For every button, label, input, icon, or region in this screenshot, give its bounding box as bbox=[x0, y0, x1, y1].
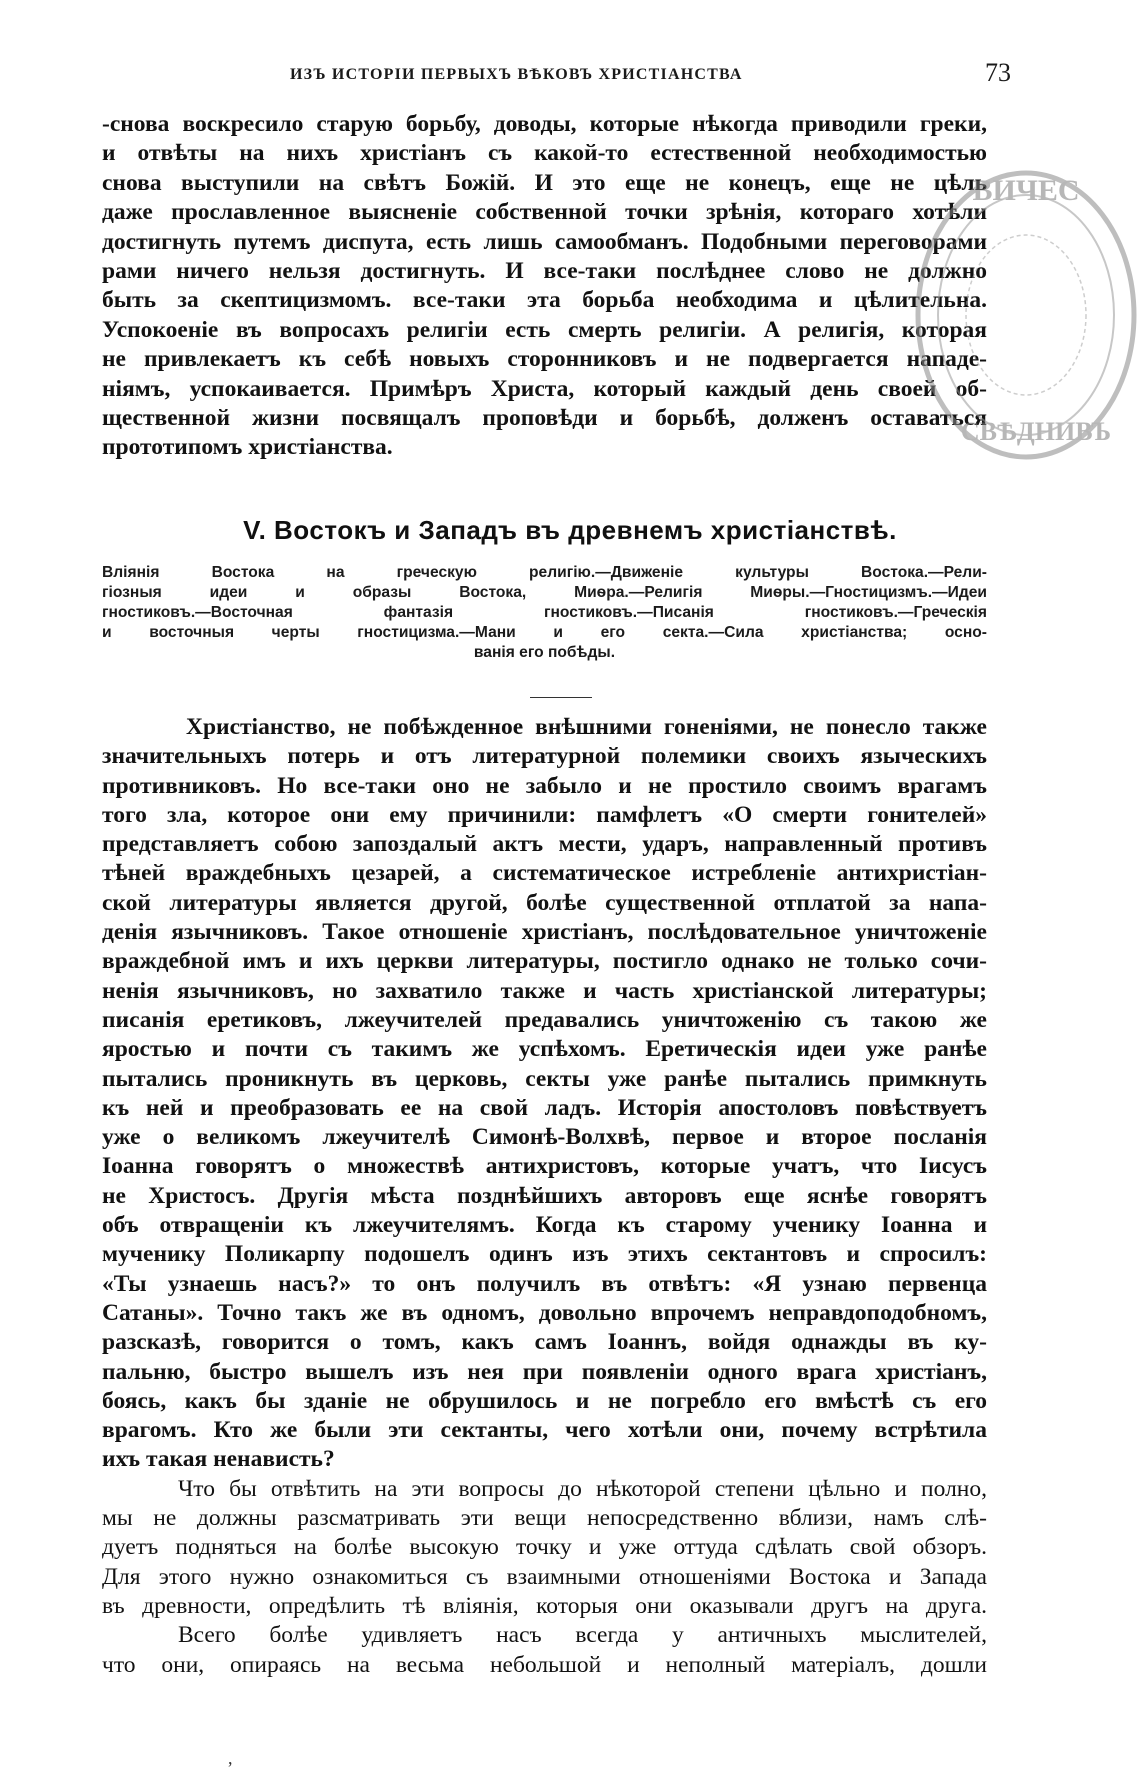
text-line: того зла, которое они ему причинили: памфлетъ «О смерти гонителей» bbox=[102, 801, 987, 828]
text-line: Христіанство, не побѣжденное внѣшними гоненіями, не понесло также bbox=[186, 714, 987, 740]
text-line: быть за скептицизмомъ. все-таки эта борьба необходима и цѣлительна. bbox=[102, 287, 987, 314]
chapter-title: V. Востокъ и Западъ въ древнемъ христіанствѣ. bbox=[243, 515, 897, 545]
running-title: ИЗЪ ИСТОРІИ ПЕРВЫХЪ ВѢКОВЪ ХРИСТІАНСТВА bbox=[290, 66, 743, 83]
text-line: противниковъ. Но все-таки оно не забыло и не простило своимъ врагамъ bbox=[102, 772, 987, 799]
text-line: рами ничего нельзя достигнуть. И все-таки послѣднее слово не должно bbox=[102, 257, 987, 284]
text-line: тѣней враждебныхъ цезарей, а систематическое истребленіе антихристіан- bbox=[102, 860, 987, 887]
text-line: Что бы отвѣтить на эти вопросы до нѣкоторой степени цѣльно и полно, bbox=[178, 1475, 987, 1502]
text-line: дуетъ подняться на болѣе высокую точку и уже оттуда сдѣлать свой обзоръ. bbox=[102, 1534, 987, 1561]
summary-line: и восточныя черты гностицизма.—Мани и его секта.—Сила христіанства; осно- bbox=[102, 624, 987, 641]
text-line: ихъ такая ненависть? bbox=[102, 1446, 335, 1473]
text-line: врагомъ. Кто же были эти сектанты, чего хотѣли они, почему встрѣтила bbox=[102, 1417, 987, 1444]
text-line: ненія язычниковъ, но захватило также и часть христіанской литературы; bbox=[102, 977, 987, 1004]
summary-line: ванія его побѣды. bbox=[473, 644, 616, 661]
chapter-body bbox=[102, 713, 987, 1680]
chapter-summary bbox=[102, 563, 987, 663]
text-line: прототипомъ христіанства. bbox=[102, 434, 393, 461]
text-line: представляетъ собою запоздалый актъ мести, ударъ, направленный противъ bbox=[102, 831, 987, 858]
text-line: враждебной имъ и ихъ церкви литературы, постигло однако не только сочи- bbox=[102, 948, 987, 975]
text-line: яростью и почти съ такимъ же успѣхомъ. Еретическія идеи уже ранѣе bbox=[102, 1036, 987, 1063]
page-number: 73 bbox=[985, 58, 1011, 87]
text-line: ніямъ, успокаивается. Примѣръ Христа, который каждый день своей об- bbox=[102, 375, 987, 402]
text-line: къ ней и преобразовать ее на свой ладъ. Исторія апостоловъ повѣствуетъ bbox=[102, 1094, 987, 1121]
text-line: снова выступили на свѣтъ Божій. И это еще не конецъ, еще не цѣль bbox=[102, 169, 987, 196]
text-line: щественной жизни посвящалъ проповѣди и борьбѣ, долженъ оставаться bbox=[102, 404, 987, 431]
stamp-text-bottom: СВѢДНИВЪ bbox=[960, 417, 1112, 446]
text-line: разсказѣ, говорится о томъ, какъ самъ Іоаннъ, войдя однажды въ ку- bbox=[102, 1329, 987, 1356]
text-line: пытались проникнуть въ церковь, секты уже ранѣе пытались примкнуть bbox=[102, 1065, 987, 1092]
text-line: боясь, какъ бы зданіе не обрушилось и не погребло его вмѣстѣ съ его bbox=[102, 1387, 987, 1414]
text-line: объ отвращеніи къ лжеучителямъ. Когда къ старому ученику Іоанна и bbox=[102, 1212, 987, 1239]
text-line: не Христосъ. Другія мѣста позднѣйшихъ авторовъ еще яснѣе говорятъ bbox=[102, 1182, 987, 1209]
summary-line: гіозныя идеи и образы Востока, Миѳра.—Религія Миѳры.—Гностицизмъ.—Идеи bbox=[102, 584, 987, 601]
summary-line: Вліянія Востока на греческую религію.—Движеніе культуры Востока.—Рели- bbox=[102, 564, 987, 581]
text-line: пальню, быстро вышелъ изъ нея при появленіи одного врага христіанъ, bbox=[102, 1358, 987, 1385]
text-line: денія язычниковъ. Такое отношеніе христіанъ, послѣдовательное уничтоженіе bbox=[102, 919, 987, 946]
print-mark: , bbox=[228, 1748, 233, 1768]
text-line: Для этого нужно ознакомиться съ взаимными отношеніями Востока и Запада bbox=[102, 1563, 987, 1590]
text-line: Сатаны». Точно такъ же въ одномъ, довольно впрочемъ неправдоподобномъ, bbox=[102, 1299, 987, 1326]
text-line: что они, опираясь на весьма небольшой и неполный матеріалъ, дошли bbox=[102, 1651, 987, 1678]
text-line: -снова воскресило старую борьбу, доводы, которые нѣкогда приводили греки, bbox=[102, 111, 987, 137]
text-line: не привлекаетъ къ себѣ новыхъ сторонниковъ и не подвергается нападе- bbox=[102, 346, 987, 373]
section-divider bbox=[530, 697, 592, 698]
text-line: въ древности, опредѣлить тѣ вліянія, которыя они оказывали другъ на друга. bbox=[102, 1592, 987, 1619]
text-line: писанія еретиковъ, лжеучителей предавались уничтоженію съ такою же bbox=[102, 1006, 987, 1033]
text-line: даже прославленное выясненіе собственной точки зрѣнія, котораго хотѣли bbox=[102, 199, 987, 226]
text-line: Успокоеніе въ вопросахъ религіи есть смерть религіи. А религія, которая bbox=[102, 316, 987, 343]
text-line: и отвѣты на нихъ христіанъ съ какой-то естественной необходимостью bbox=[102, 140, 987, 167]
text-line: уже о великомъ лжеучителѣ Симонѣ-Волхвѣ, первое и второе посланія bbox=[102, 1124, 987, 1151]
summary-line: гностиковъ.—Восточная фантазія гностиковъ.—Писанія гностиковъ.—Греческія bbox=[102, 604, 987, 621]
text-line: ской литературы является другой, болѣе существенной отплатой за напа- bbox=[102, 889, 987, 916]
paragraph-continuation bbox=[102, 110, 987, 463]
text-line: мученику Поликарпу подошелъ одинъ изъ этихъ сектантовъ и спросилъ: bbox=[102, 1241, 987, 1268]
text-line: мы не должны разсматривать эти вещи непосредственно вблизи, намъ слѣ- bbox=[102, 1505, 987, 1532]
text-line: достигнуть путемъ диспута, есть лишь самообманъ. Подобными переговорами bbox=[102, 228, 987, 255]
stamp-text-top: ВИЧЕС bbox=[972, 174, 1080, 207]
text-line: Всего болѣе удивляетъ насъ всегда у античныхъ мыслителей, bbox=[178, 1622, 987, 1649]
text-line: «Ты узнаешь насъ?» то онъ получилъ въ отвѣтъ: «Я узнаю первенца bbox=[102, 1270, 987, 1297]
text-line: Іоанна говорятъ о множествѣ антихристовъ, которые учатъ, что Іисусъ bbox=[102, 1153, 987, 1180]
text-line: значительныхъ потерь и отъ литературной полемики своихъ языческихъ bbox=[102, 743, 987, 770]
